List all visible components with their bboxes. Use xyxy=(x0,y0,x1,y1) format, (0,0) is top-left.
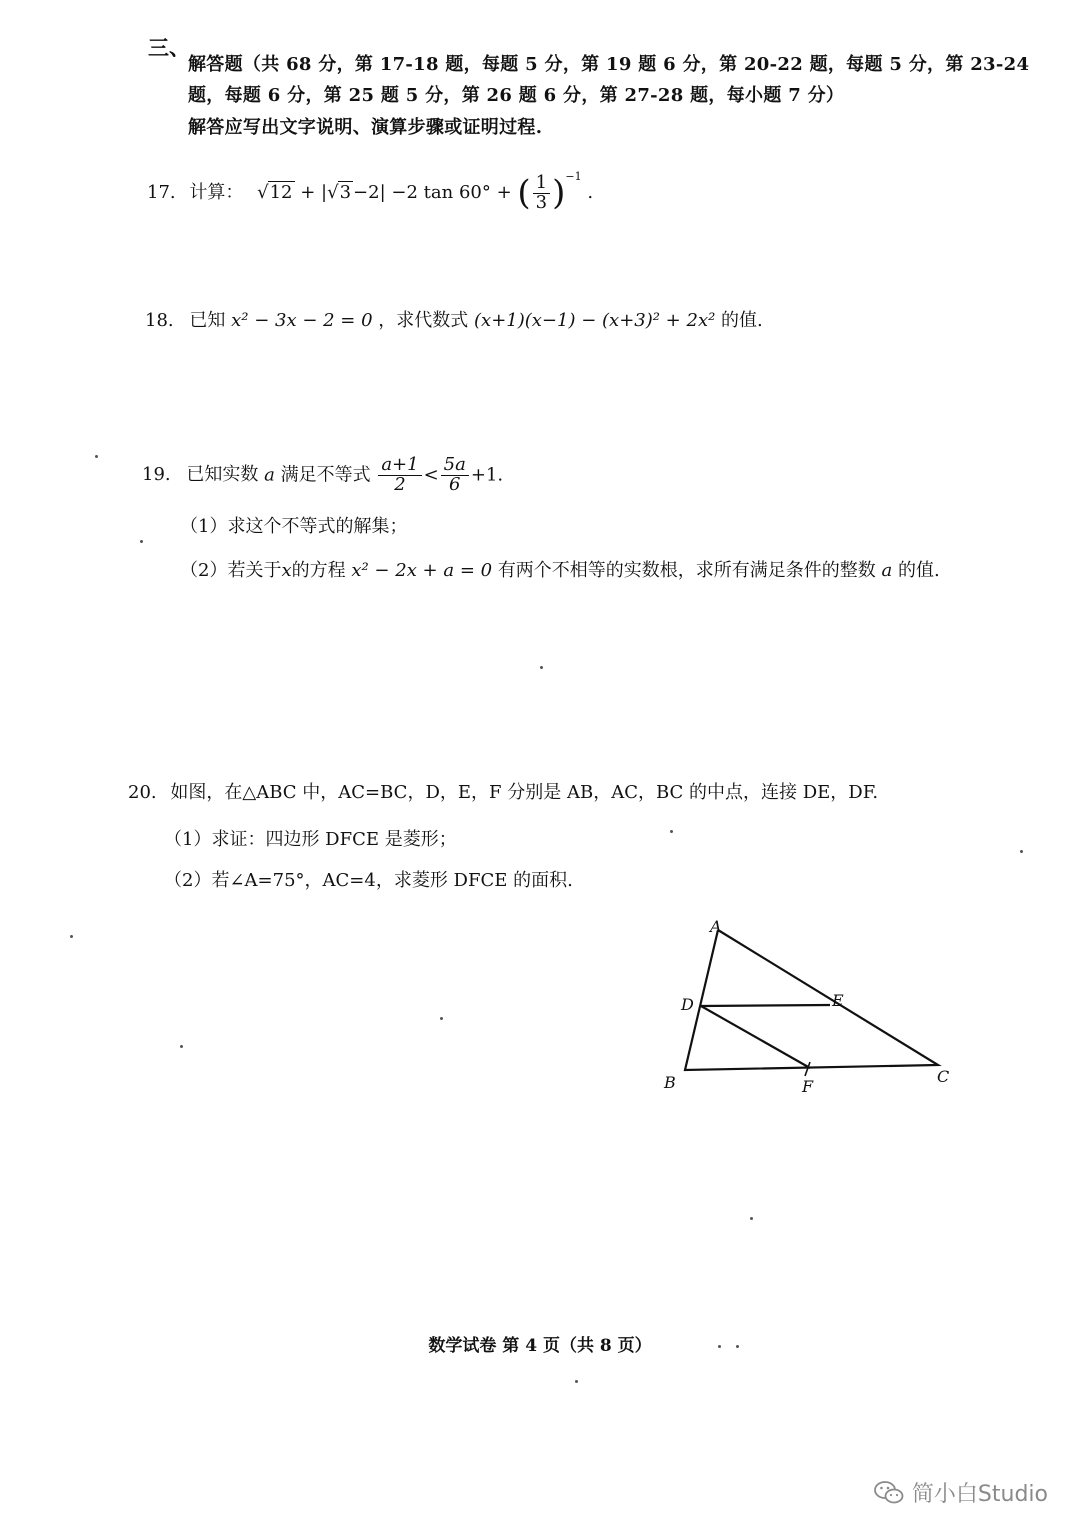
fraction: $\frac{1}{3}$ xyxy=(533,174,550,213)
equation: x² − 2x + a = 0 xyxy=(351,560,493,581)
scan-speck xyxy=(540,666,543,669)
math-expression: √12 + |√3 −2| −2 tan 60° + ( $\frac{1}{3}$ )$^{-1}$ . xyxy=(257,170,594,213)
scan-speck xyxy=(180,1045,183,1048)
scan-speck xyxy=(718,1345,721,1348)
question-20-part2: （2）若∠A=75°，AC=4，求菱形 DFCE 的面积. xyxy=(164,870,573,891)
question-number: 17. xyxy=(147,182,176,203)
question-text: 满足不等式 xyxy=(280,464,371,486)
question-17 xyxy=(147,170,593,213)
sqrt-radicand: 12 xyxy=(269,182,293,203)
part-text: 的值. xyxy=(898,560,940,581)
question-19-part2 xyxy=(180,556,940,582)
question-text: ，求代数式 xyxy=(378,310,469,331)
scan-speck xyxy=(140,540,143,543)
scan-speck xyxy=(95,455,98,458)
equation: x² − 3x − 2 = 0 xyxy=(231,310,373,331)
part-text: （2）若关于 xyxy=(180,560,282,581)
question-text: 如图，在△ABC 中，AC=BC，D，E，F 分别是 AB，AC，BC 的中点，连接 DE，DF. xyxy=(170,782,879,803)
expression: (x+1)(x−1) − (x+3)² + 2x² xyxy=(474,310,716,331)
section-title-line1: 解答题（共 68 分，第 17-18 题，每题 5 分，第 19 题 6 分，第 20-22 题，每题 5 分，第 23-24 xyxy=(188,54,1030,75)
question-text: 已知实数 xyxy=(186,464,259,486)
section-number: 三、 xyxy=(148,35,190,60)
tick-mark xyxy=(805,1062,810,1076)
question-19-part1: （1）求这个不等式的解集； xyxy=(180,516,408,537)
label-f: F xyxy=(802,1077,814,1096)
less-than: < xyxy=(423,464,439,486)
section-title-line2: 题，每题 6 分，第 25 题 5 分，第 26 题 6 分，第 27-28 题，每小题 7 分） xyxy=(188,85,845,106)
fraction: $\frac{5a}{6}$ xyxy=(441,456,469,495)
question-number: 20. xyxy=(128,782,157,803)
scan-speck xyxy=(575,1380,578,1383)
variable: a xyxy=(881,560,893,581)
variable: a xyxy=(264,464,275,486)
watermark xyxy=(874,1477,1048,1508)
wechat-icon xyxy=(874,1480,904,1506)
question-prompt: 计算： xyxy=(189,182,244,203)
scan-speck xyxy=(1020,850,1023,853)
scan-speck xyxy=(670,830,673,833)
scan-speck xyxy=(750,1217,753,1220)
label-b: B xyxy=(664,1073,676,1092)
part-text: 有两个不相等的实数根，求所有满足条件的整数 xyxy=(497,560,876,581)
question-text: 的值. xyxy=(721,310,763,331)
label-e: E xyxy=(832,991,844,1010)
label-a: A xyxy=(710,917,722,936)
sqrt-sign: √ xyxy=(257,182,269,203)
label-d: D xyxy=(681,995,694,1014)
question-20-part1: （1）求证：四边形 DFCE 是菱形； xyxy=(164,829,457,850)
triangle-figure xyxy=(650,910,970,1100)
tan-part: −2 tan 60° + xyxy=(391,182,512,203)
abs-radicand: 3 xyxy=(339,182,352,203)
triangle-abc xyxy=(685,930,938,1070)
segment-df xyxy=(701,1006,810,1068)
segment-de xyxy=(701,1005,830,1006)
fraction: $\frac{a+1}{2}$ xyxy=(378,456,421,495)
abs-rest: −2 xyxy=(353,182,380,203)
question-text: +1. xyxy=(470,464,504,486)
section-instruction: 解答应写出文字说明、演算步骤或证明过程. xyxy=(188,117,543,138)
question-19 xyxy=(142,456,503,495)
question-number: 19. xyxy=(142,464,171,486)
part-text: 的方程 xyxy=(291,560,346,581)
question-20 xyxy=(128,778,878,804)
question-number: 18. xyxy=(145,310,174,331)
sqrt-sign: √ xyxy=(327,182,339,203)
scan-speck xyxy=(70,935,73,938)
question-text: 已知 xyxy=(189,310,226,331)
scan-speck xyxy=(736,1345,739,1348)
question-18 xyxy=(145,306,763,332)
label-c: C xyxy=(937,1067,950,1086)
variable: x xyxy=(281,560,292,581)
scan-speck xyxy=(440,1017,443,1020)
page-footer: 数学试卷 第 4 页（共 8 页） xyxy=(428,1336,652,1356)
expression-end: . xyxy=(587,182,594,203)
watermark-text: 简小白Studio xyxy=(911,1482,1048,1507)
exponent: −1 xyxy=(565,170,582,183)
